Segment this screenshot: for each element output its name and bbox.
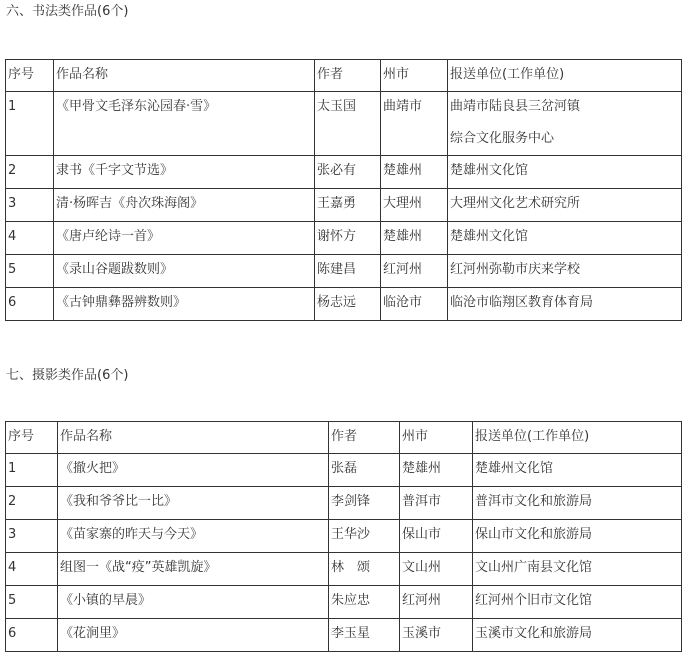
row-author: 陈建昌: [315, 255, 381, 288]
row-city: 红河州: [400, 586, 473, 619]
row-work: 《小镇的早晨》: [58, 586, 329, 619]
header-city: 州市: [400, 422, 473, 454]
row-work: 清·杨晖吉《舟次珠海阁》: [54, 189, 315, 222]
row-city: 文山州: [400, 553, 473, 586]
row-unit: [448, 92, 682, 156]
row-author: 林 颂: [329, 553, 400, 586]
row-unit: 保山市文化和旅游局: [473, 520, 682, 553]
row-author: 张必有: [315, 156, 381, 189]
table-row: [6, 222, 682, 255]
row-no: 1: [6, 454, 58, 487]
table-row: [6, 520, 682, 553]
row-city: 临沧市: [381, 288, 448, 321]
table-row: [6, 586, 682, 619]
row-unit: 红河州个旧市文化馆: [473, 586, 682, 619]
row-no: 5: [6, 586, 58, 619]
row-city: 楚雄州: [381, 156, 448, 189]
table-row: [6, 619, 682, 652]
row-city: 保山市: [400, 520, 473, 553]
row-unit: 临沧市临翔区教育体育局: [448, 288, 682, 321]
row-unit: 红河州弥勒市庆来学校: [448, 255, 682, 288]
row-no: 1: [6, 92, 54, 156]
row-unit-line1: 曲靖市陆良县三岔河镇: [450, 99, 581, 114]
header-work: 作品名称: [54, 60, 315, 92]
row-author: 张磊: [329, 454, 400, 487]
row-author: 朱应忠: [329, 586, 400, 619]
header-city: 州市: [381, 60, 448, 92]
row-unit: 楚雄州文化馆: [448, 156, 682, 189]
table-row: [6, 487, 682, 520]
row-no: 5: [6, 255, 54, 288]
table-row: [6, 454, 682, 487]
header-unit: 报送单位(工作单位): [473, 422, 682, 454]
row-no: 3: [6, 520, 58, 553]
table-row: [6, 92, 682, 156]
row-work: 组图一《战“疫”英雄凯旋》: [58, 553, 329, 586]
section-6-title: 六、书法类作品(6个): [6, 4, 129, 19]
row-author: 杨志远: [315, 288, 381, 321]
table-row: [6, 553, 682, 586]
section-7-title: 七、摄影类作品(6个): [6, 368, 129, 383]
row-no: 6: [6, 619, 58, 652]
row-unit: 文山州广南县文化馆: [473, 553, 682, 586]
calligraphy-table: [5, 59, 682, 321]
header-author: 作者: [329, 422, 400, 454]
row-work: 《甲骨文毛泽东沁园春·雪》: [54, 92, 315, 156]
row-unit: 大理州文化艺术研究所: [448, 189, 682, 222]
row-author: 李玉星: [329, 619, 400, 652]
row-unit: 楚雄州文化馆: [473, 454, 682, 487]
row-author: 太玉国: [315, 92, 381, 156]
row-no: 2: [6, 487, 58, 520]
row-city: 玉溪市: [400, 619, 473, 652]
row-work: 《我和爷爷比一比》: [58, 487, 329, 520]
table-row: [6, 255, 682, 288]
header-no: 序号: [6, 60, 54, 92]
table-row: [6, 189, 682, 222]
row-author: 王嘉勇: [315, 189, 381, 222]
header-no: 序号: [6, 422, 58, 454]
row-city: 楚雄州: [400, 454, 473, 487]
row-work: 《撤火把》: [58, 454, 329, 487]
row-no: 2: [6, 156, 54, 189]
row-author: 李剑锋: [329, 487, 400, 520]
table-header-row: [6, 422, 682, 454]
row-unit-line2: 综合文化服务中心: [450, 131, 555, 146]
table-header-row: [6, 60, 682, 92]
table-row: [6, 156, 682, 189]
header-author: 作者: [315, 60, 381, 92]
header-work: 作品名称: [58, 422, 329, 454]
row-no: 4: [6, 553, 58, 586]
row-author: 王华沙: [329, 520, 400, 553]
header-unit: 报送单位(工作单位): [448, 60, 682, 92]
row-author: 谢怀方: [315, 222, 381, 255]
row-no: 3: [6, 189, 54, 222]
row-work: 《花涧里》: [58, 619, 329, 652]
row-work: 《古钟鼎彝器辨数则》: [54, 288, 315, 321]
row-unit: 玉溪市文化和旅游局: [473, 619, 682, 652]
table-row: [6, 288, 682, 321]
row-work: 隶书《千字文节选》: [54, 156, 315, 189]
row-unit: 楚雄州文化馆: [448, 222, 682, 255]
photography-table: [5, 421, 682, 652]
row-city: 曲靖市: [381, 92, 448, 156]
row-city: 普洱市: [400, 487, 473, 520]
row-work: 《唐卢纶诗一首》: [54, 222, 315, 255]
row-work: 《苗家寨的昨天与今天》: [58, 520, 329, 553]
row-work: 《录山谷题跋数则》: [54, 255, 315, 288]
row-city: 楚雄州: [381, 222, 448, 255]
row-city: 大理州: [381, 189, 448, 222]
row-city: 红河州: [381, 255, 448, 288]
row-no: 4: [6, 222, 54, 255]
row-unit: 普洱市文化和旅游局: [473, 487, 682, 520]
row-no: 6: [6, 288, 54, 321]
